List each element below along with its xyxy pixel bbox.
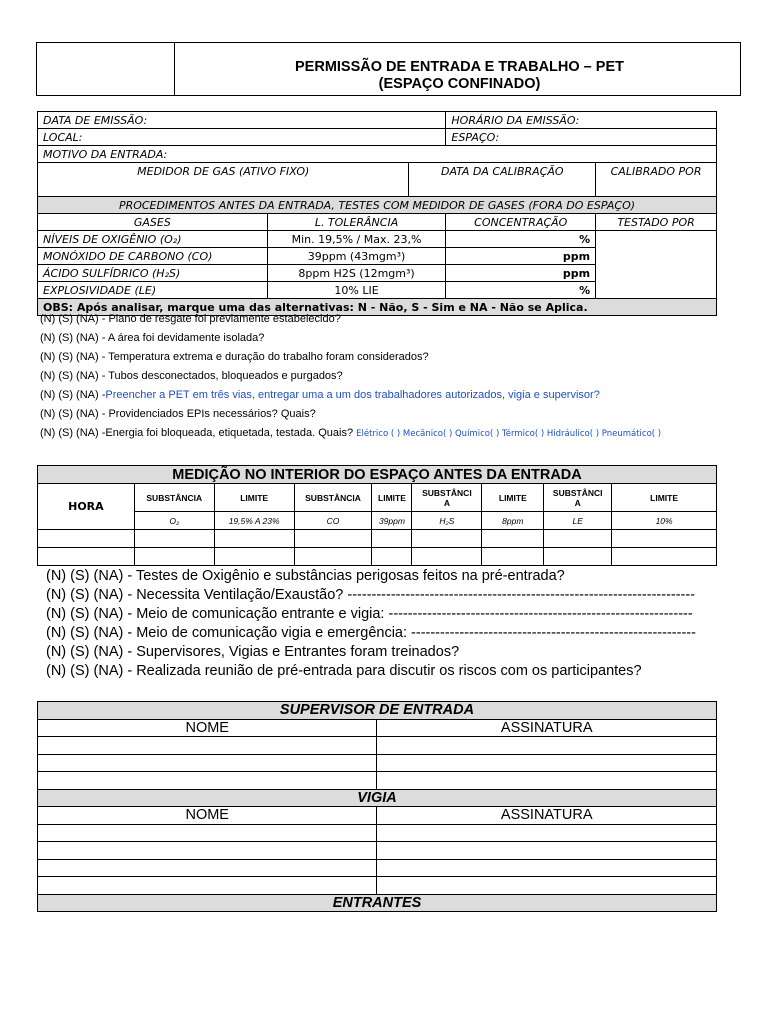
assinatura-header: ASSINATURA — [377, 719, 717, 737]
info-table — [37, 111, 717, 316]
checklist-item[interactable] — [40, 424, 740, 444]
horario-emissao-field[interactable]: HORÁRIO DA EMISSÃO: — [446, 112, 717, 129]
gas-name: EXPLOSIVIDADE (LE) — [38, 282, 268, 299]
title-line-2: (ESPAÇO CONFINADO) — [378, 76, 541, 92]
checklist-text: Tubos desconectados, bloqueados e purgados? — [108, 370, 343, 382]
checklist-item[interactable]: (N) (S) (NA) - Meio de comunicação vigia e emergência: ----------------------------------------------------------- — [46, 625, 696, 641]
nome-header: NOME — [38, 807, 377, 825]
gas-unit[interactable]: % — [446, 282, 596, 299]
hora-header: HORA — [38, 484, 135, 530]
calibrado-por-field[interactable]: CALIBRADO POR — [596, 163, 717, 197]
col-tolerancia: L. TOLERÂNCIA — [267, 214, 446, 231]
checklist-pre — [40, 310, 740, 444]
checklist-item[interactable] — [40, 329, 740, 348]
checklist-item[interactable] — [40, 348, 740, 367]
signature-row[interactable] — [38, 772, 717, 790]
col-testado: TESTADO POR — [596, 214, 717, 231]
checklist-text: Preencher a PET em três vias, entregar uma a um dos trabalhadores autorizados, vigia e supervisor? — [105, 389, 600, 401]
checklist-item[interactable] — [40, 405, 740, 424]
checklist-options: (N) (S) (NA) - — [40, 332, 108, 344]
gas-limit: 8ppm H2S (12mgm³) — [267, 265, 446, 282]
col-concentracao: CONCENTRAÇÃO — [446, 214, 596, 231]
medicao-entry-row[interactable] — [38, 530, 717, 548]
espaco-field[interactable]: ESPAÇO: — [446, 129, 717, 146]
medidor-field[interactable]: MEDIDOR DE GAS (ATIVO FIXO) — [38, 163, 409, 197]
signature-row[interactable] — [38, 754, 717, 772]
checklist-text: Energia foi bloqueada, etiquetada, testada. Quais? — [105, 427, 354, 439]
checklist-item[interactable]: (N) (S) (NA) - Meio de comunicação entrante e vigia: --------------------------------------------------------------- — [46, 606, 693, 622]
motivo-field[interactable]: MOTIVO DA ENTRADA: — [38, 146, 717, 163]
sub-value: H₂S — [412, 512, 482, 530]
limite-header: LIMITE — [482, 484, 544, 512]
lim-value: 19,5% A 23% — [214, 512, 294, 530]
local-field[interactable]: LOCAL: — [38, 129, 446, 146]
substancia-header: SUBSTÂNCIA — [134, 484, 214, 512]
gas-name: ÁCIDO SULFÍDRICO (H₂S) — [38, 265, 268, 282]
col-gases: GASES — [38, 214, 268, 231]
data-calibracao-field[interactable]: DATA DA CALIBRAÇÃO — [409, 163, 596, 197]
medicao-entry-row[interactable] — [38, 548, 717, 566]
sub-value: CO — [294, 512, 372, 530]
checklist-options: (N) (S) (NA) - — [40, 313, 109, 325]
lim-value: 8ppm — [482, 512, 544, 530]
procedimentos-heading: PROCEDIMENTOS ANTES DA ENTRADA, TESTES COM MEDIDOR DE GASES (FORA DO ESPAÇO) — [38, 197, 717, 214]
supervisor-heading: SUPERVISOR DE ENTRADA — [38, 702, 717, 720]
gas-limit: 10% LIE — [267, 282, 446, 299]
checklist-item[interactable]: (N) (S) (NA) - Realizada reunião de pré-entrada para discutir os riscos com os participantes? — [46, 663, 642, 679]
limite-header: LIMITE — [372, 484, 412, 512]
checklist-item[interactable]: (N) (S) (NA) - Necessita Ventilação/Exaustão? ------------------------------------------------------------------------ — [46, 587, 696, 603]
checklist-item[interactable]: (N) (S) (NA) - Supervisores, Vigias e Entrantes foram treinados? — [46, 644, 460, 660]
obs-note: OBS: Após analisar, marque uma das alternativas: N - Não, S - Sim e NA - Não se Aplica. — [38, 299, 717, 316]
medicao-table — [37, 465, 717, 566]
sub-value: O₂ — [134, 512, 214, 530]
gas-unit[interactable]: ppm — [446, 248, 596, 265]
data-emissao-field[interactable]: DATA DE EMISSÃO: — [38, 112, 446, 129]
entrantes-heading: ENTRANTES — [38, 894, 717, 912]
form-title — [175, 59, 740, 93]
medicao-title: MEDIÇÃO NO INTERIOR DO ESPAÇO ANTES DA ENTRADA — [38, 466, 717, 484]
checklist-options: (N) (S) (NA) - — [40, 389, 106, 401]
signature-row[interactable] — [38, 859, 717, 877]
checklist-text: Temperatura extrema e duração do trabalho foram considerados? — [108, 351, 429, 363]
sub-value: LE — [544, 512, 612, 530]
substancia-header: SUBSTÂNCI A — [544, 484, 612, 512]
gas-unit[interactable]: % — [446, 231, 596, 248]
signature-table — [37, 701, 717, 912]
signature-row[interactable] — [38, 737, 717, 755]
checklist-item[interactable] — [40, 367, 740, 386]
checklist-item[interactable] — [40, 386, 740, 405]
checklist-item[interactable]: (N) (S) (NA) - Testes de Oxigênio e substâncias perigosas feitos na pré-entrada? — [46, 568, 565, 584]
energia-options[interactable]: Elétrico ( ) Mecânico( ) Químico( ) Térmico( ) Hidráulico( ) Pneumático( ) — [356, 429, 662, 439]
checklist-text: A área foi devidamente isolada? — [107, 332, 265, 344]
signature-row[interactable] — [38, 824, 717, 842]
checklist-item[interactable] — [40, 310, 740, 329]
form-header — [36, 42, 741, 96]
checklist-text: Plano de resgate foi previamente estabelecido? — [108, 313, 341, 325]
lim-value: 10% — [612, 512, 717, 530]
nome-header: NOME — [38, 719, 377, 737]
gas-row — [38, 231, 717, 248]
gas-limit: Min. 19,5% / Max. 23,% — [267, 231, 446, 248]
signature-row[interactable] — [38, 842, 717, 860]
lim-value: 39ppm — [372, 512, 412, 530]
checklist-options: (N) (S) (NA) - — [40, 427, 106, 439]
limite-header: LIMITE — [214, 484, 294, 512]
testado-por-field[interactable] — [596, 231, 717, 299]
vigia-heading: VIGIA — [38, 789, 717, 807]
gas-name: MONÓXIDO DE CARBONO (CO) — [38, 248, 268, 265]
assinatura-header: ASSINATURA — [377, 807, 717, 825]
gas-limit: 39ppm (43mgm³) — [267, 248, 446, 265]
gas-name: NÍVEIS DE OXIGÊNIO (O₂) — [38, 231, 268, 248]
limite-header: LIMITE — [612, 484, 717, 512]
signature-row[interactable] — [38, 877, 717, 895]
substancia-header: SUBSTÂNCI A — [412, 484, 482, 512]
substancia-header: SUBSTÂNCIA — [294, 484, 372, 512]
logo-cell — [37, 43, 175, 95]
checklist-text: Providenciados EPIs necessários? Quais? — [108, 408, 316, 420]
title-line-1: PERMISSÃO DE ENTRADA E TRABALHO – PET — [295, 59, 624, 75]
checklist-options: (N) (S) (NA) - — [40, 351, 109, 363]
gas-unit[interactable]: ppm — [446, 265, 596, 282]
checklist-options: (N) (S) (NA) - — [40, 370, 109, 382]
checklist-options: (N) (S) (NA) - — [40, 408, 109, 420]
checklist-post — [46, 567, 746, 681]
